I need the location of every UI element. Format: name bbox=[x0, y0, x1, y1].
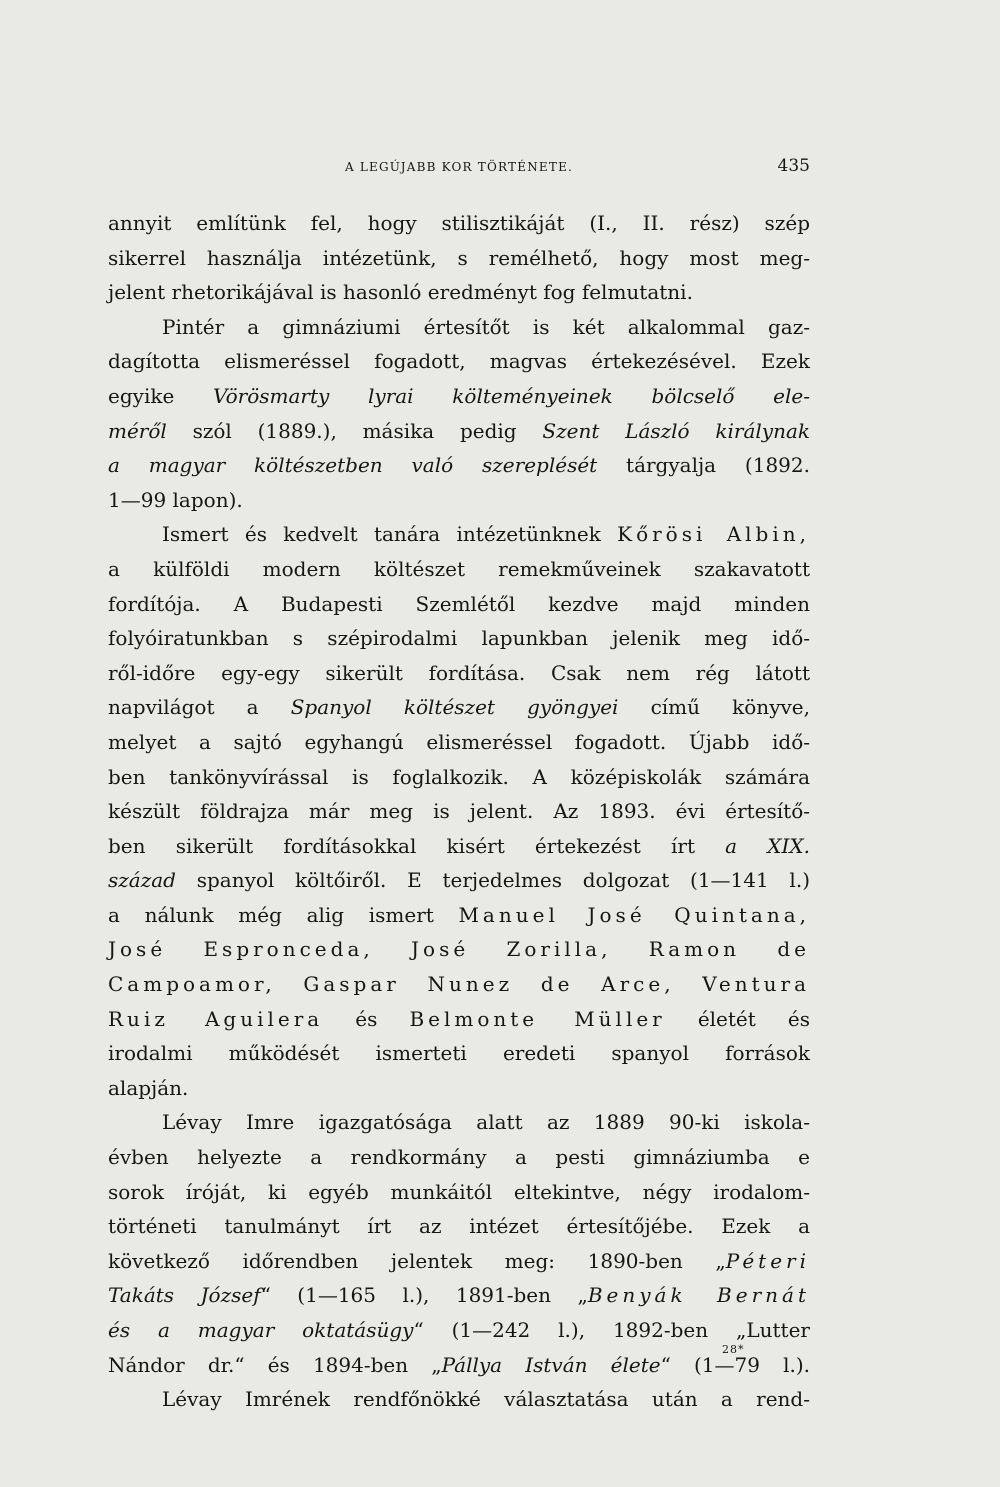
text-run: Nándor dr.“ és 1894-ben „ bbox=[108, 1352, 442, 1377]
text-line bbox=[108, 414, 810, 449]
italic-title: Vörösmarty lyrai költeményeinek bölcselő ele- bbox=[213, 383, 810, 408]
text-line bbox=[108, 1278, 810, 1313]
text-line: jelent rhetorikájával is hasonló eredményt fog felmutatni. bbox=[108, 280, 693, 305]
italic-title: Pállya István élete bbox=[441, 1352, 661, 1377]
text-line: a külföldi modern költészet remekműveinek szakavatott bbox=[108, 556, 810, 581]
text-run: “ (1—79 l.). bbox=[660, 1352, 810, 1377]
text-line: sikerrel használja intézetünk, s remélhető, hogy most meg- bbox=[108, 245, 810, 270]
text-run: életét és bbox=[665, 1006, 810, 1031]
text-line: ről-időre egy-egy sikerült fordítása. Csak nem rég látott bbox=[108, 660, 810, 685]
text-line bbox=[108, 448, 810, 483]
italic-title: a magyar költészetben való szereplését bbox=[108, 453, 598, 478]
text-line: dagította elismeréssel fogadott, magvas értekezésével. Ezek bbox=[108, 349, 810, 374]
text-run: ben sikerült fordításokkal kisért értekezést írt bbox=[108, 833, 726, 858]
text-line: 1—99 lapon). bbox=[108, 487, 243, 512]
text-line bbox=[108, 829, 810, 864]
text-line: sorok íróját, ki egyéb munkáitól eltekintve, négy irodalom- bbox=[108, 1179, 810, 1204]
spaced-name: Manuel José Quintana, bbox=[458, 902, 810, 927]
text-line bbox=[108, 898, 810, 933]
spaced-name: Kőrösi Albin, bbox=[617, 522, 810, 547]
italic-title: Szent László királynak bbox=[542, 418, 810, 443]
body-text bbox=[108, 206, 810, 1417]
text-run: szól (1889.), másika pedig bbox=[166, 418, 543, 443]
italic-title: a XIX. bbox=[725, 833, 810, 858]
text-line bbox=[108, 690, 810, 725]
text-line: fordítója. A Budapesti Szemlétől kezdve majd minden bbox=[108, 591, 810, 616]
signature-mark: 28* bbox=[722, 1343, 745, 1356]
page-header bbox=[108, 156, 810, 178]
running-head: A LEGÚJABB KOR TÖRTÉNETE. bbox=[344, 160, 574, 174]
text-run: spanyol költőiről. E terjedelmes dolgozat (1—141 l.) bbox=[176, 868, 810, 893]
spaced-name: Belmonte Müller bbox=[409, 1006, 666, 1031]
text-line bbox=[108, 379, 810, 414]
text-line bbox=[108, 1002, 810, 1037]
text-run: a nálunk még alig ismert bbox=[108, 902, 459, 927]
text-run: tárgyalja (1892. bbox=[597, 453, 810, 478]
text-run: napvilágot a bbox=[108, 695, 291, 720]
italic-title: Spanyol költészet gyöngyei bbox=[290, 695, 619, 720]
text-line: Pintér a gimnáziumi értesítőt is két alkalommal gaz- bbox=[162, 314, 810, 339]
page-number: 435 bbox=[777, 156, 810, 176]
italic-title: Benyák Bernát bbox=[587, 1283, 810, 1308]
text-line bbox=[108, 863, 810, 898]
text-line: melyet a sajtó egyhangú elismeréssel fogadott. Újabb idő- bbox=[108, 729, 810, 754]
text-run: “ (1—165 l.), 1891-ben „ bbox=[260, 1283, 588, 1308]
text-line bbox=[108, 1348, 810, 1383]
text-line: ben tankönyvírással is foglalkozik. A középiskolák számára bbox=[108, 764, 810, 789]
spaced-name: Ruiz Aguilera bbox=[108, 1006, 324, 1031]
text-line: irodalmi működését ismerteti eredeti spanyol források bbox=[108, 1041, 810, 1066]
text-line bbox=[108, 1244, 810, 1279]
text-line: alapján. bbox=[108, 1075, 189, 1100]
italic-title: Péteri bbox=[725, 1248, 810, 1273]
text-line: évben helyezte a rendkormány a pesti gimnáziumba e bbox=[108, 1145, 810, 1170]
text-line: folyóiratunkban s szépirodalmi lapunkban jelenik meg idő- bbox=[108, 626, 810, 651]
text-run: következő időrendben jelentek meg: 1890-ben „ bbox=[108, 1248, 726, 1273]
text-line: történeti tanulmányt írt az intézet értesítőjébe. Ezek a bbox=[108, 1214, 810, 1239]
text-run: című könyve, bbox=[618, 695, 810, 720]
text-run: egyike bbox=[108, 383, 213, 408]
text-run: “ (1—242 l.), 1892-ben „Lutter bbox=[413, 1318, 810, 1342]
text-run: és bbox=[323, 1006, 410, 1031]
text-line: José Espronceda, José Zorilla, Ramon de bbox=[108, 937, 810, 962]
text-line: Lévay Imre igazgatósága alatt az 1889 90-ki iskola- bbox=[162, 1110, 810, 1135]
italic-title: század bbox=[108, 868, 176, 893]
italic-title: méről bbox=[108, 418, 167, 443]
text-line: annyit említünk fel, hogy stilisztikáját (I., II. rész) szép bbox=[108, 211, 810, 235]
italic-title: és a magyar oktatásügy bbox=[108, 1318, 414, 1342]
text-run: Ismert és kedvelt tanára intézetünknek bbox=[162, 522, 618, 547]
text-line: Lévay Imrének rendfőnökké választatása után a rend- bbox=[162, 1387, 810, 1412]
text-line: készült földrajza már meg is jelent. Az 1893. évi értesítő- bbox=[108, 799, 810, 824]
text-line bbox=[108, 1313, 810, 1348]
italic-title: Takáts József bbox=[108, 1283, 261, 1308]
text-line bbox=[108, 517, 810, 552]
text-line: Campoamor, Gaspar Nunez de Arce, Ventura bbox=[108, 972, 810, 997]
